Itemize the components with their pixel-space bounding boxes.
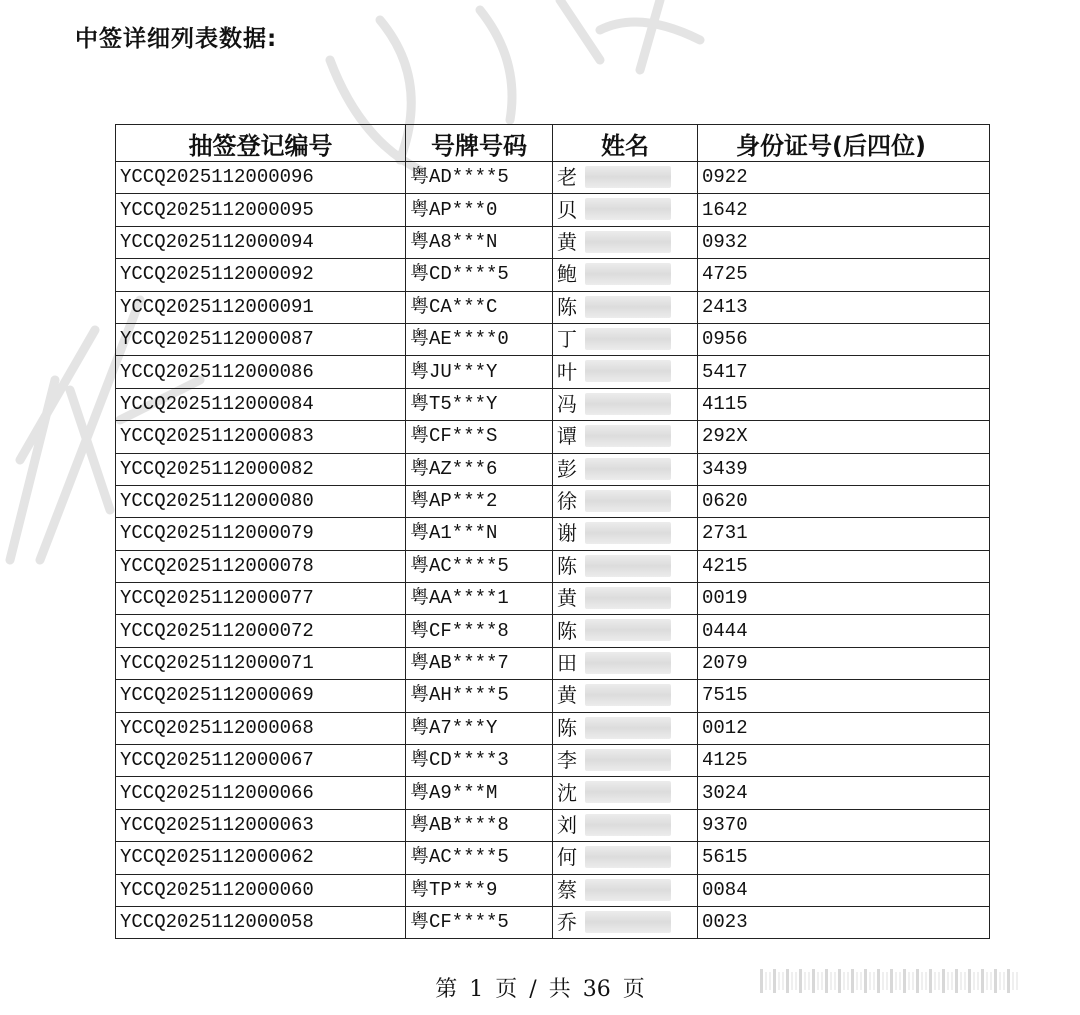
name-redaction-block xyxy=(585,393,671,415)
name-cell xyxy=(553,388,698,420)
name-cell xyxy=(553,453,698,485)
column-header-id-last4: 身份证号(后四位) xyxy=(698,125,990,162)
surname-text: 李 xyxy=(557,748,577,773)
redaction-bar xyxy=(994,969,997,993)
registration-no-cell: YCCQ2025112000067 xyxy=(116,745,406,777)
table-row xyxy=(116,388,990,420)
name-redaction-block xyxy=(585,555,671,577)
surname-text: 乔 xyxy=(557,910,577,935)
redaction-bar xyxy=(782,972,784,990)
redaction-bar xyxy=(760,969,763,993)
registration-no-cell: YCCQ2025112000069 xyxy=(116,680,406,712)
name-cell xyxy=(553,226,698,258)
name-redaction-block xyxy=(585,198,671,220)
plate-no-cell: 粤JU***Y xyxy=(406,356,553,388)
id-last4-cell: 2079 xyxy=(698,647,990,679)
redaction-bar xyxy=(869,972,871,990)
table-row xyxy=(116,550,990,582)
redaction-bar xyxy=(847,972,849,990)
table-header-row xyxy=(116,125,990,162)
redaction-bar xyxy=(890,969,893,993)
name-redaction-block xyxy=(585,263,671,285)
name-cell xyxy=(553,421,698,453)
redaction-strip xyxy=(760,966,1060,996)
registration-no-cell: YCCQ2025112000083 xyxy=(116,421,406,453)
table-row xyxy=(116,647,990,679)
redaction-bar xyxy=(799,969,802,993)
redaction-bar xyxy=(843,972,845,990)
id-last4-cell: 0922 xyxy=(698,162,990,194)
redaction-bar xyxy=(791,972,793,990)
name-cell xyxy=(553,291,698,323)
plate-no-cell: 粤CD****3 xyxy=(406,745,553,777)
surname-text: 彭 xyxy=(557,456,577,481)
redaction-bar xyxy=(769,972,771,990)
table-row xyxy=(116,421,990,453)
registration-no-cell: YCCQ2025112000092 xyxy=(116,259,406,291)
table-row xyxy=(116,842,990,874)
redaction-bar xyxy=(1003,972,1005,990)
redaction-bar xyxy=(908,972,910,990)
redaction-bar xyxy=(938,972,940,990)
registration-no-cell: YCCQ2025112000062 xyxy=(116,842,406,874)
plate-no-cell: 粤A1***N xyxy=(406,518,553,550)
surname-text: 刘 xyxy=(557,813,577,837)
surname-text: 黄 xyxy=(557,683,577,708)
plate-no-cell: 粤AD****5 xyxy=(406,162,553,194)
name-cell xyxy=(553,906,698,938)
plate-no-cell: 粤AA****1 xyxy=(406,583,553,615)
id-last4-cell: 0084 xyxy=(698,874,990,906)
plate-no-cell: 粤CF****8 xyxy=(406,615,553,647)
redaction-bar xyxy=(830,972,832,990)
table-row xyxy=(116,583,990,615)
table-row xyxy=(116,518,990,550)
column-header-name: 姓名 xyxy=(553,125,698,162)
surname-text: 徐 xyxy=(557,489,577,514)
table-row xyxy=(116,291,990,323)
name-cell xyxy=(553,583,698,615)
id-last4-cell: 0620 xyxy=(698,485,990,517)
registration-no-cell: YCCQ2025112000063 xyxy=(116,809,406,841)
plate-no-cell: 粤AP***0 xyxy=(406,194,553,226)
table-row xyxy=(116,323,990,355)
name-redaction-block xyxy=(585,879,671,901)
name-redaction-block xyxy=(585,296,671,318)
plate-no-cell: 粤AC****5 xyxy=(406,550,553,582)
redaction-bar xyxy=(838,969,841,993)
registration-no-cell: YCCQ2025112000095 xyxy=(116,194,406,226)
registration-no-cell: YCCQ2025112000080 xyxy=(116,485,406,517)
surname-text: 丁 xyxy=(557,327,577,352)
redaction-bar xyxy=(912,972,914,990)
table-row xyxy=(116,485,990,517)
table-row xyxy=(116,259,990,291)
registration-no-cell: YCCQ2025112000082 xyxy=(116,453,406,485)
registration-no-cell: YCCQ2025112000077 xyxy=(116,583,406,615)
redaction-bar xyxy=(934,972,936,990)
name-redaction-block xyxy=(585,684,671,706)
plate-no-cell: 粤CD****5 xyxy=(406,259,553,291)
name-cell xyxy=(553,842,698,874)
table-row xyxy=(116,615,990,647)
redaction-bar xyxy=(808,972,810,990)
name-cell xyxy=(553,809,698,841)
name-redaction-block xyxy=(585,814,671,836)
redaction-bar xyxy=(795,972,797,990)
name-cell xyxy=(553,874,698,906)
redaction-bar xyxy=(1016,972,1018,990)
redaction-bar xyxy=(960,972,962,990)
name-cell xyxy=(553,518,698,550)
table-row xyxy=(116,809,990,841)
table-row xyxy=(116,226,990,258)
name-redaction-block xyxy=(585,490,671,512)
surname-text: 谭 xyxy=(557,424,577,449)
registration-no-cell: YCCQ2025112000084 xyxy=(116,388,406,420)
total-suffix: 页 xyxy=(622,977,645,1002)
redaction-bar xyxy=(981,969,984,993)
plate-no-cell: 粤AC****5 xyxy=(406,842,553,874)
table-row xyxy=(116,745,990,777)
registration-no-cell: YCCQ2025112000071 xyxy=(116,647,406,679)
plate-no-cell: 粤CF****5 xyxy=(406,906,553,938)
plate-no-cell: 粤A8***N xyxy=(406,226,553,258)
registration-no-cell: YCCQ2025112000079 xyxy=(116,518,406,550)
redaction-bar xyxy=(860,972,862,990)
page-title: 中签详细列表数据: xyxy=(75,26,278,52)
surname-text: 叶 xyxy=(557,359,577,384)
name-redaction-block xyxy=(585,846,671,868)
name-redaction-block xyxy=(585,619,671,641)
column-header-plate-no: 号牌号码 xyxy=(406,125,553,162)
surname-text: 黄 xyxy=(557,229,577,254)
name-cell xyxy=(553,615,698,647)
total-pages-number: 36 xyxy=(582,977,611,1002)
registration-no-cell: YCCQ2025112000072 xyxy=(116,615,406,647)
name-redaction-block xyxy=(585,458,671,480)
name-cell xyxy=(553,777,698,809)
redaction-bar xyxy=(951,972,953,990)
redaction-bar xyxy=(921,972,923,990)
table-row xyxy=(116,194,990,226)
surname-text: 田 xyxy=(557,651,577,676)
surname-text: 贝 xyxy=(557,197,577,222)
table-row xyxy=(116,680,990,712)
plate-no-cell: 粤T5***Y xyxy=(406,388,553,420)
surname-text: 陈 xyxy=(557,553,577,578)
current-page-number: 1 xyxy=(469,977,484,1002)
redaction-bar xyxy=(895,972,897,990)
table-row xyxy=(116,906,990,938)
redaction-bar xyxy=(916,969,919,993)
name-redaction-block xyxy=(585,425,671,447)
surname-text: 陈 xyxy=(557,715,577,740)
name-cell xyxy=(553,647,698,679)
page-prefix: 第 xyxy=(435,977,458,1002)
id-last4-cell: 2731 xyxy=(698,518,990,550)
id-last4-cell: 0956 xyxy=(698,323,990,355)
redaction-bar xyxy=(886,972,888,990)
redaction-bar xyxy=(903,969,906,993)
table-row xyxy=(116,777,990,809)
id-last4-cell: 0012 xyxy=(698,712,990,744)
id-last4-cell: 2413 xyxy=(698,291,990,323)
redaction-bar xyxy=(964,972,966,990)
redaction-bar xyxy=(955,969,958,993)
plate-no-cell: 粤AE****0 xyxy=(406,323,553,355)
name-cell xyxy=(553,745,698,777)
column-header-registration-no: 抽签登记编号 xyxy=(116,125,406,162)
page-separator: / xyxy=(529,977,537,1002)
name-redaction-block xyxy=(585,522,671,544)
redaction-bar xyxy=(817,972,819,990)
surname-text: 陈 xyxy=(557,294,577,319)
registration-no-cell: YCCQ2025112000078 xyxy=(116,550,406,582)
name-cell xyxy=(553,680,698,712)
plate-no-cell: 粤A9***M xyxy=(406,777,553,809)
redaction-bar xyxy=(990,972,992,990)
registration-no-cell: YCCQ2025112000058 xyxy=(116,906,406,938)
id-last4-cell: 0444 xyxy=(698,615,990,647)
registration-no-cell: YCCQ2025112000060 xyxy=(116,874,406,906)
name-redaction-block xyxy=(585,717,671,739)
redaction-bar xyxy=(765,972,767,990)
redaction-bar xyxy=(973,972,975,990)
id-last4-cell: 3024 xyxy=(698,777,990,809)
redaction-bar xyxy=(882,972,884,990)
id-last4-cell: 5417 xyxy=(698,356,990,388)
redaction-bar xyxy=(825,969,828,993)
surname-text: 黄 xyxy=(557,586,577,611)
name-redaction-block xyxy=(585,587,671,609)
surname-text: 冯 xyxy=(557,391,577,416)
redaction-bar xyxy=(986,972,988,990)
id-last4-cell: 9370 xyxy=(698,809,990,841)
table-row xyxy=(116,453,990,485)
registration-no-cell: YCCQ2025112000091 xyxy=(116,291,406,323)
id-last4-cell: 4725 xyxy=(698,259,990,291)
table-row xyxy=(116,874,990,906)
redaction-bar xyxy=(834,972,836,990)
plate-no-cell: 粤AB****7 xyxy=(406,647,553,679)
id-last4-cell: 0019 xyxy=(698,583,990,615)
name-cell xyxy=(553,356,698,388)
name-cell xyxy=(553,194,698,226)
total-prefix: 共 xyxy=(548,977,571,1002)
redaction-bar xyxy=(977,972,979,990)
name-redaction-block xyxy=(585,328,671,350)
name-redaction-block xyxy=(585,652,671,674)
redaction-bar xyxy=(899,972,901,990)
redaction-bar xyxy=(929,969,932,993)
table-row xyxy=(116,356,990,388)
redaction-bar xyxy=(1012,972,1014,990)
redaction-bar xyxy=(773,969,776,993)
name-redaction-block xyxy=(585,231,671,253)
plate-no-cell: 粤AZ***6 xyxy=(406,453,553,485)
redaction-bar xyxy=(925,972,927,990)
id-last4-cell: 5615 xyxy=(698,842,990,874)
redaction-bar xyxy=(851,969,854,993)
table-row xyxy=(116,712,990,744)
table-row xyxy=(116,162,990,194)
surname-text: 鲍 xyxy=(557,262,577,287)
name-cell xyxy=(553,712,698,744)
redaction-bar xyxy=(778,972,780,990)
name-cell xyxy=(553,550,698,582)
id-last4-cell: 0023 xyxy=(698,906,990,938)
id-last4-cell: 3439 xyxy=(698,453,990,485)
surname-text: 何 xyxy=(557,845,577,870)
plate-no-cell: 粤CF***S xyxy=(406,421,553,453)
redaction-bar xyxy=(812,969,815,993)
id-last4-cell: 4115 xyxy=(698,388,990,420)
name-redaction-block xyxy=(585,749,671,771)
redaction-bar xyxy=(877,969,880,993)
id-last4-cell: 4215 xyxy=(698,550,990,582)
plate-no-cell: 粤AH****5 xyxy=(406,680,553,712)
redaction-bar xyxy=(947,972,949,990)
redaction-bar xyxy=(942,969,945,993)
redaction-bar xyxy=(856,972,858,990)
registration-no-cell: YCCQ2025112000096 xyxy=(116,162,406,194)
name-redaction-block xyxy=(585,911,671,933)
surname-text: 老 xyxy=(557,165,577,190)
id-last4-cell: 4125 xyxy=(698,745,990,777)
id-last4-cell: 0932 xyxy=(698,226,990,258)
id-last4-cell: 7515 xyxy=(698,680,990,712)
id-last4-cell: 1642 xyxy=(698,194,990,226)
surname-text: 沈 xyxy=(557,780,577,805)
surname-text: 谢 xyxy=(557,521,577,546)
name-cell xyxy=(553,485,698,517)
registration-no-cell: YCCQ2025112000087 xyxy=(116,323,406,355)
id-last4-cell: 292X xyxy=(698,421,990,453)
redaction-bar xyxy=(786,969,789,993)
plate-no-cell: 粤TP***9 xyxy=(406,874,553,906)
plate-no-cell: 粤AB****8 xyxy=(406,809,553,841)
winners-table xyxy=(115,124,990,939)
plate-no-cell: 粤CA***C xyxy=(406,291,553,323)
redaction-bar xyxy=(821,972,823,990)
surname-text: 陈 xyxy=(557,618,577,643)
page-word: 页 xyxy=(495,977,518,1002)
plate-no-cell: 粤AP***2 xyxy=(406,485,553,517)
name-cell xyxy=(553,323,698,355)
name-cell xyxy=(553,259,698,291)
name-cell xyxy=(553,162,698,194)
registration-no-cell: YCCQ2025112000066 xyxy=(116,777,406,809)
registration-no-cell: YCCQ2025112000094 xyxy=(116,226,406,258)
redaction-bar xyxy=(873,972,875,990)
name-redaction-block xyxy=(585,360,671,382)
redaction-bar xyxy=(1007,969,1010,993)
redaction-bar xyxy=(804,972,806,990)
redaction-bar xyxy=(999,972,1001,990)
name-redaction-block xyxy=(585,781,671,803)
registration-no-cell: YCCQ2025112000086 xyxy=(116,356,406,388)
plate-no-cell: 粤A7***Y xyxy=(406,712,553,744)
redaction-bar xyxy=(968,969,971,993)
registration-no-cell: YCCQ2025112000068 xyxy=(116,712,406,744)
redaction-bar xyxy=(864,969,867,993)
surname-text: 蔡 xyxy=(557,877,577,902)
name-redaction-block xyxy=(585,166,671,188)
